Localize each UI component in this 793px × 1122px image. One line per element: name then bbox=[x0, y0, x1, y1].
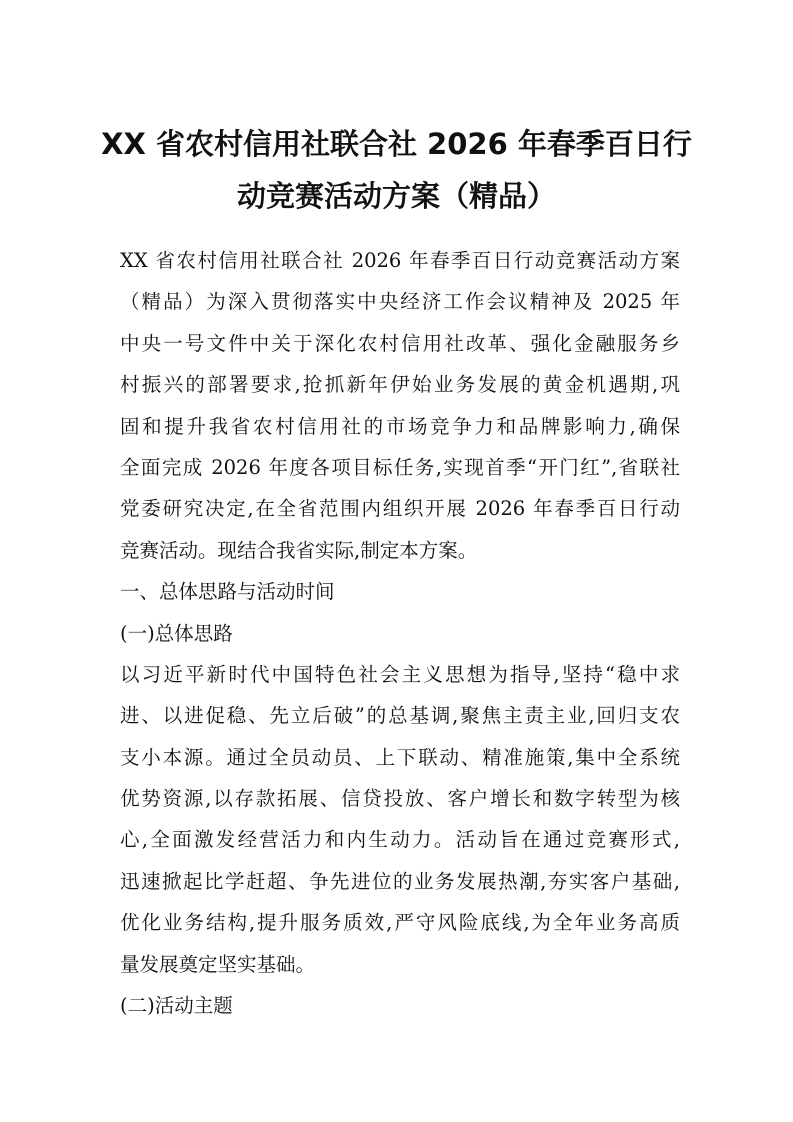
paragraph-line: XX 省农村信用社联合社 2026 年春季百日行动竞赛活动方案 bbox=[120, 249, 680, 272]
paragraph-line: 固和提升我省农村信用社的市场竞争力和品牌影响力,确保 bbox=[120, 414, 680, 438]
paragraph-line: 支小本源。通过全员动员、上下联动、精准施策,集中全系统 bbox=[120, 745, 680, 769]
subsection-heading: (一)总体思路 bbox=[120, 621, 233, 645]
document-body bbox=[120, 240, 680, 1026]
title-line: 动竞赛活动方案（精品） bbox=[236, 179, 556, 213]
paragraph-line: 心,全面激发经营活力和内生动力。活动旨在通过竞赛形式, bbox=[120, 828, 680, 852]
paragraph-line: 党委研究决定,在全省范围内组织开展 2026 年春季百日行动 bbox=[120, 497, 680, 521]
section-heading: 一、总体思路与活动时间 bbox=[120, 580, 335, 604]
title-line: XX 省农村信用社联合社 2026 年春季百日行 bbox=[101, 127, 692, 161]
paragraph-line: （精品）为深入贯彻落实中央经济工作会议精神及 2025 年 bbox=[120, 290, 680, 314]
subsection-heading: (二)活动主题 bbox=[120, 994, 233, 1018]
paragraph-line: 中央一号文件中关于深化农村信用社改革、强化金融服务乡 bbox=[120, 331, 680, 355]
paragraph-line: 竞赛活动。现结合我省实际,制定本方案。 bbox=[120, 538, 478, 562]
document-title bbox=[100, 118, 693, 222]
paragraph-line: 以习近平新时代中国特色社会主义思想为指导,坚持“稳中求 bbox=[120, 662, 680, 686]
paragraph-line: 迅速掀起比学赶超、争先进位的业务发展热潮,夯实客户基础, bbox=[120, 869, 680, 893]
paragraph-line: 优势资源,以存款拓展、信贷投放、客户增长和数字转型为核 bbox=[120, 787, 680, 811]
paragraph-line: 村振兴的部署要求,抢抓新年伊始业务发展的黄金机遇期,巩 bbox=[120, 373, 680, 397]
paragraph-line: 全面完成 2026 年度各项目标任务,实现首季“开门红”,省联社 bbox=[120, 455, 680, 479]
paragraph-line: 优化业务结构,提升服务质效,严守风险底线,为全年业务高质 bbox=[120, 911, 680, 935]
paragraph-line: 进、以进促稳、先立后破”的总基调,聚焦主责主业,回归支农 bbox=[120, 704, 680, 728]
paragraph-line: 量发展奠定坚实基础。 bbox=[120, 952, 316, 976]
